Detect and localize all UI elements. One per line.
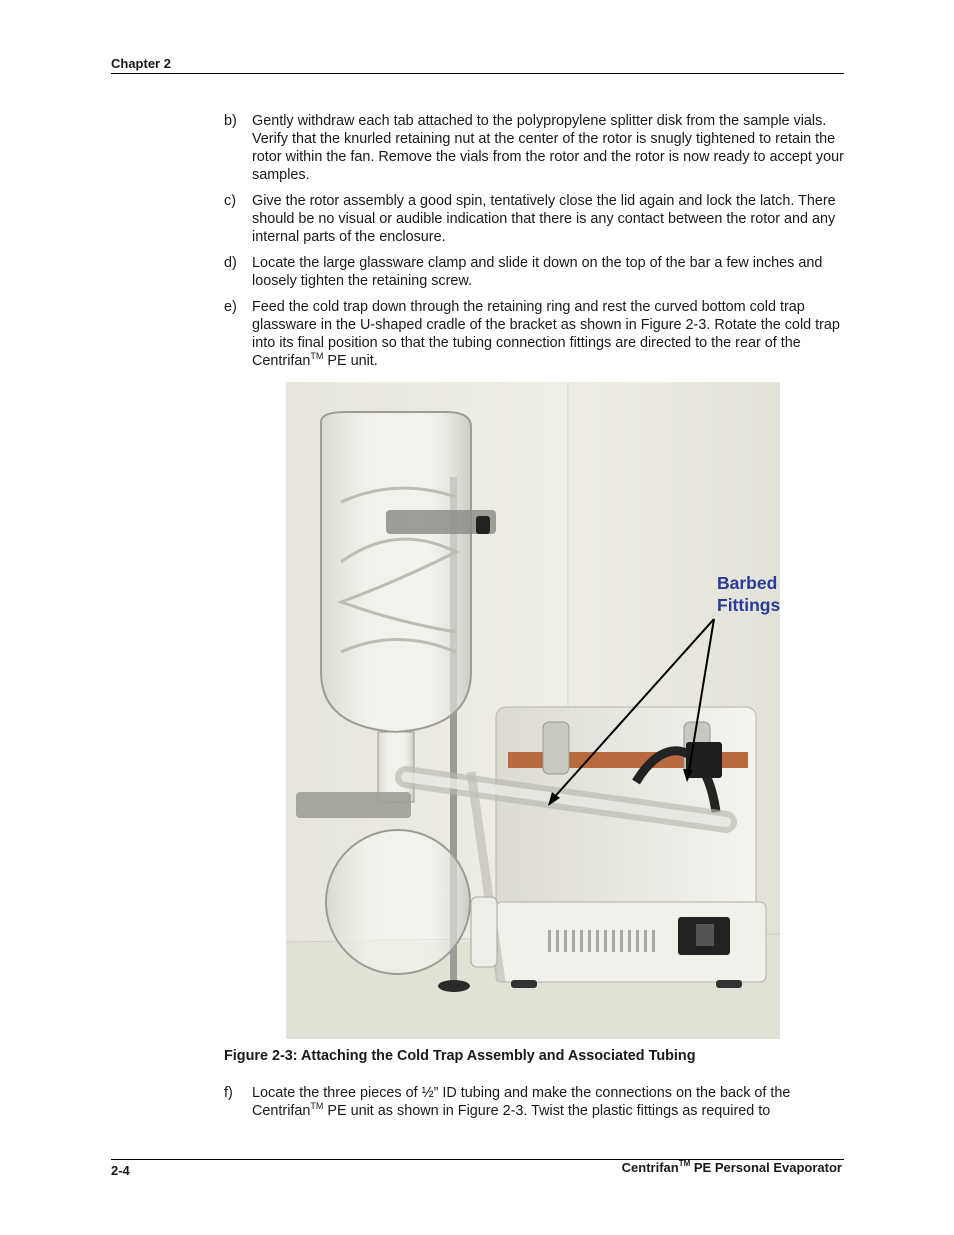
cold-trap-assembly-photo bbox=[286, 382, 780, 1039]
figure-photo bbox=[286, 382, 780, 1039]
header-rule bbox=[111, 73, 844, 74]
callout-line: Barbed bbox=[717, 573, 778, 593]
callout-line: Fittings bbox=[717, 595, 781, 615]
steps-list-continued bbox=[224, 1084, 844, 1128]
step-letter: e) bbox=[224, 299, 237, 315]
step-text bbox=[252, 298, 844, 370]
step-f bbox=[224, 1084, 844, 1120]
page-number: 2-4 bbox=[111, 1163, 130, 1178]
step-letter: d) bbox=[224, 255, 237, 271]
step-text-part: PE unit. bbox=[323, 353, 378, 369]
step-text-part: Locate the three pieces of ½” ID tubing and make the connections on the back of the Centrifan bbox=[252, 1085, 791, 1119]
footer-title bbox=[622, 1160, 842, 1175]
chapter-header: Chapter 2 bbox=[111, 56, 171, 71]
step-text: Give the rotor assembly a good spin, tentatively close the lid again and lock the latch. There should be no visual or audible indication that there is any contact between the rotor and any internal parts of the enclosure. bbox=[252, 193, 836, 245]
steps-list bbox=[224, 112, 844, 378]
step-text-part: PE unit as shown in Figure 2-3. Twist the plastic fittings as required to bbox=[323, 1103, 771, 1119]
footer-title-part: Centrifan bbox=[621, 1160, 679, 1175]
step-d bbox=[224, 254, 844, 290]
figure-caption: Figure 2-3: Attaching the Cold Trap Assembly and Associated Tubing bbox=[224, 1048, 696, 1064]
step-text: Gently withdraw each tab attached to the polypropylene splitter disk from the sample vials. Verify that the knurled retaining nut at the center of the rotor is snugly tightened to retain the rotor within the fan. Remove the vials from the rotor and the rotor is now ready to accept your samples. bbox=[252, 113, 844, 183]
footer-title-part: PE Personal Evaporator bbox=[690, 1160, 842, 1175]
step-letter: f) bbox=[224, 1085, 233, 1101]
step-e bbox=[224, 298, 844, 370]
step-letter: b) bbox=[224, 113, 237, 129]
trademark-sup: TM bbox=[310, 1101, 324, 1111]
step-text-part: Feed the cold trap down through the retaining ring and rest the curved bottom cold trap glassware in the U-shaped cradle of the bracket as shown in Figure 2-3. Rotate the cold trap into its final position so that the tubing connection fittings are directed to the rear of the Centrifan bbox=[252, 299, 840, 369]
trademark-sup: TM bbox=[678, 1159, 691, 1168]
step-b bbox=[224, 112, 844, 184]
step-c bbox=[224, 192, 844, 246]
step-text bbox=[252, 1084, 844, 1120]
barbed-fittings-callout bbox=[717, 572, 780, 616]
step-letter: c) bbox=[224, 193, 236, 209]
trademark-sup: TM bbox=[310, 351, 324, 361]
step-text: Locate the large glassware clamp and slide it down on the top of the bar a few inches and loosely tighten the retaining screw. bbox=[252, 255, 823, 289]
